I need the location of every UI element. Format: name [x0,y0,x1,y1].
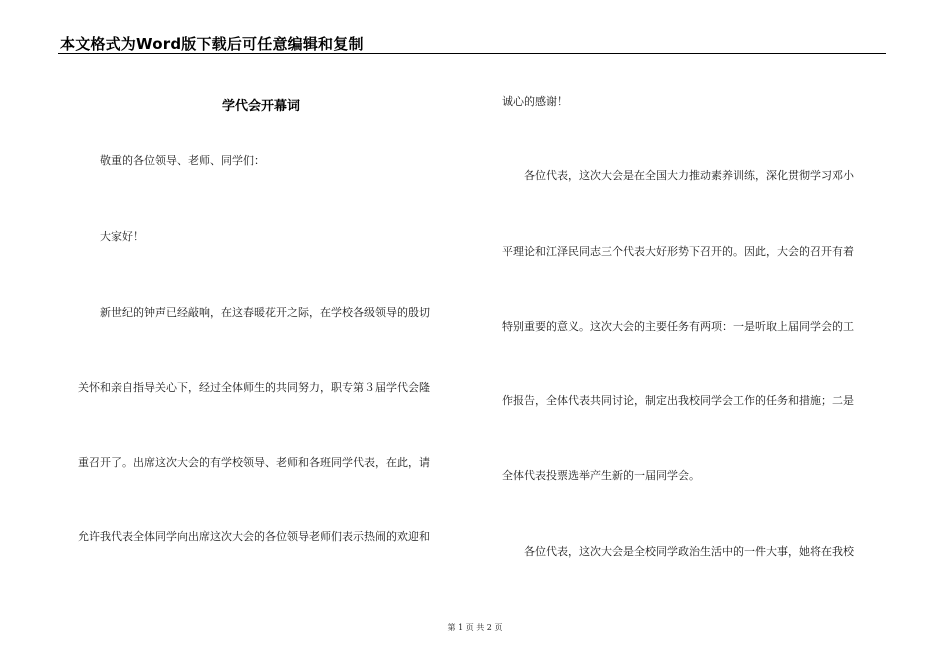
paragraph-line: 新世纪的钟声已经敲响，在这春暖花开之际，在学校各级领导的殷切 [100,306,430,319]
paragraph-line: 全体代表投票选举产生新的一届同学会。 [502,469,700,482]
paragraph-line: 平理论和江泽民同志三个代表大好形势下召开的。因此，大会的召开有着 [502,245,854,258]
document-title: 学代会开幕词 [222,99,301,114]
page-indicator: 第 1 页 共 2 页 [447,623,503,632]
paragraph-line: 敬重的各位领导、老师、同学们： [100,154,265,167]
paragraph-line: 各位代表，这次大会是在全国大力推动素养训练，深化贯彻学习邓小 [524,169,854,182]
paragraph-line: 特别重要的意义。这次大会的主要任务有两项：一是听取上届同学会的工 [502,320,854,333]
paragraph-line: 允许我代表全体同学向出席这次大会的各位领导老师们表示热闹的欢迎和 [78,530,430,543]
header-divider [58,53,886,54]
paragraph-line: 重召开了。出席这次大会的有学校领导、老师和各班同学代表，在此，请 [78,456,430,469]
paragraph-line: 关怀和亲自指导关心下，经过全体师生的共同努力，职专第３届学代会隆 [78,381,430,394]
paragraph-line: 诚心的感谢！ [502,95,568,108]
paragraph-line: 各位代表，这次大会是全校同学政治生活中的一件大事，她将在我校 [524,545,854,558]
paragraph-line: 大家好！ [100,230,144,243]
header-title: 本文格式为Word版下载后可任意编辑和复制 [60,35,364,53]
paragraph-line: 作报告，全体代表共同讨论，制定出我校同学会工作的任务和措施；二是 [502,394,854,407]
